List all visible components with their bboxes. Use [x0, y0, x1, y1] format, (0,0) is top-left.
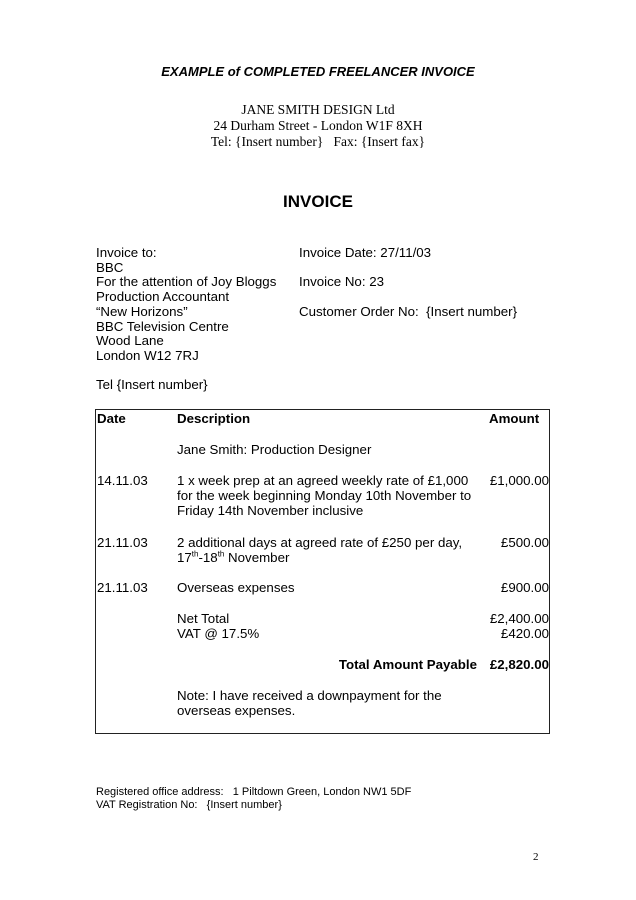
- bill-to-label: Invoice to:: [96, 245, 157, 260]
- date-text: 17: [177, 550, 192, 565]
- note-line: overseas expenses.: [177, 703, 296, 718]
- vat-label: VAT @ 17.5%: [177, 626, 260, 641]
- bill-to-line: For the attention of Joy Bloggs: [96, 274, 277, 290]
- ordinal-suffix: th: [191, 549, 199, 559]
- description-line: Friday 14th November inclusive: [177, 503, 364, 518]
- header-amount: Amount: [489, 411, 540, 426]
- month-text: November: [224, 550, 290, 565]
- page-number: 2: [533, 851, 539, 863]
- description-line: for the week beginning Monday 10th November to: [177, 488, 472, 503]
- row-amount: £1,000.00: [489, 473, 549, 488]
- net-total-label: Net Total: [177, 611, 230, 626]
- date-text: -18: [198, 550, 218, 565]
- row-description: [177, 473, 471, 518]
- bill-to-line: BBC Television Centre: [96, 318, 229, 334]
- total-payable-label: Total Amount Payable: [338, 657, 477, 672]
- net-total-amount: £2,400.00: [489, 611, 549, 626]
- bill-to-line: Wood Lane: [96, 333, 164, 349]
- registered-office: Registered office address: 1 Piltdown Green, London NW1 5DF: [96, 786, 412, 798]
- ordinal-suffix: th: [217, 549, 225, 559]
- bill-to-line: BBC: [96, 259, 124, 275]
- company-name: JANE SMITH DESIGN Ltd: [241, 102, 395, 117]
- bill-to-block: [96, 246, 276, 393]
- row-date: 14.11.03: [97, 473, 148, 488]
- description-line: 1 x week prep at an agreed weekly rate of £1,000: [177, 473, 469, 488]
- invoice-number: Invoice No: 23: [299, 274, 385, 290]
- document-heading: EXAMPLE of COMPLETED FREELANCER INVOICE: [161, 64, 475, 79]
- header-description: Description: [177, 411, 251, 426]
- invoice-meta: [299, 246, 517, 334]
- spacer: [96, 364, 276, 379]
- invoice-title: INVOICE: [283, 192, 353, 211]
- customer-order-number: Customer Order No: {Insert number}: [299, 303, 518, 319]
- row-date: 21.11.03: [97, 580, 148, 595]
- company-contact: Tel: {Insert number} Fax: {Insert fax}: [210, 134, 426, 149]
- row-amount: £500.00: [500, 535, 549, 550]
- company-header: [0, 102, 636, 150]
- row-description: Overseas expenses: [177, 580, 295, 595]
- invoice-date: Invoice Date: 27/11/03: [299, 245, 432, 260]
- invoice-table: [95, 409, 550, 734]
- description-line: 2 additional days at agreed rate of £250 per day,: [177, 535, 463, 550]
- bill-to-line: London W12 7RJ: [96, 347, 199, 363]
- note-line: Note: I have received a downpayment for the: [177, 688, 442, 703]
- bill-to-line: Production Accountant: [96, 289, 230, 305]
- bill-to-tel: Tel {Insert number}: [96, 377, 208, 393]
- description-line: [177, 550, 462, 565]
- table-subtitle: Jane Smith: Production Designer: [177, 442, 372, 457]
- vat-registration: VAT Registration No: {Insert number}: [96, 799, 282, 811]
- row-date: 21.11.03: [97, 535, 148, 550]
- header-date: Date: [97, 411, 126, 426]
- vat-amount: £420.00: [500, 626, 549, 641]
- company-address: 24 Durham Street - London W1F 8XH: [213, 118, 423, 133]
- total-payable-amount: £2,820.00: [489, 657, 549, 672]
- invoice-note: [177, 688, 442, 718]
- row-description: [177, 535, 462, 565]
- row-amount: £900.00: [500, 580, 549, 595]
- footer: [96, 786, 411, 812]
- bill-to-line: “New Horizons”: [96, 303, 188, 319]
